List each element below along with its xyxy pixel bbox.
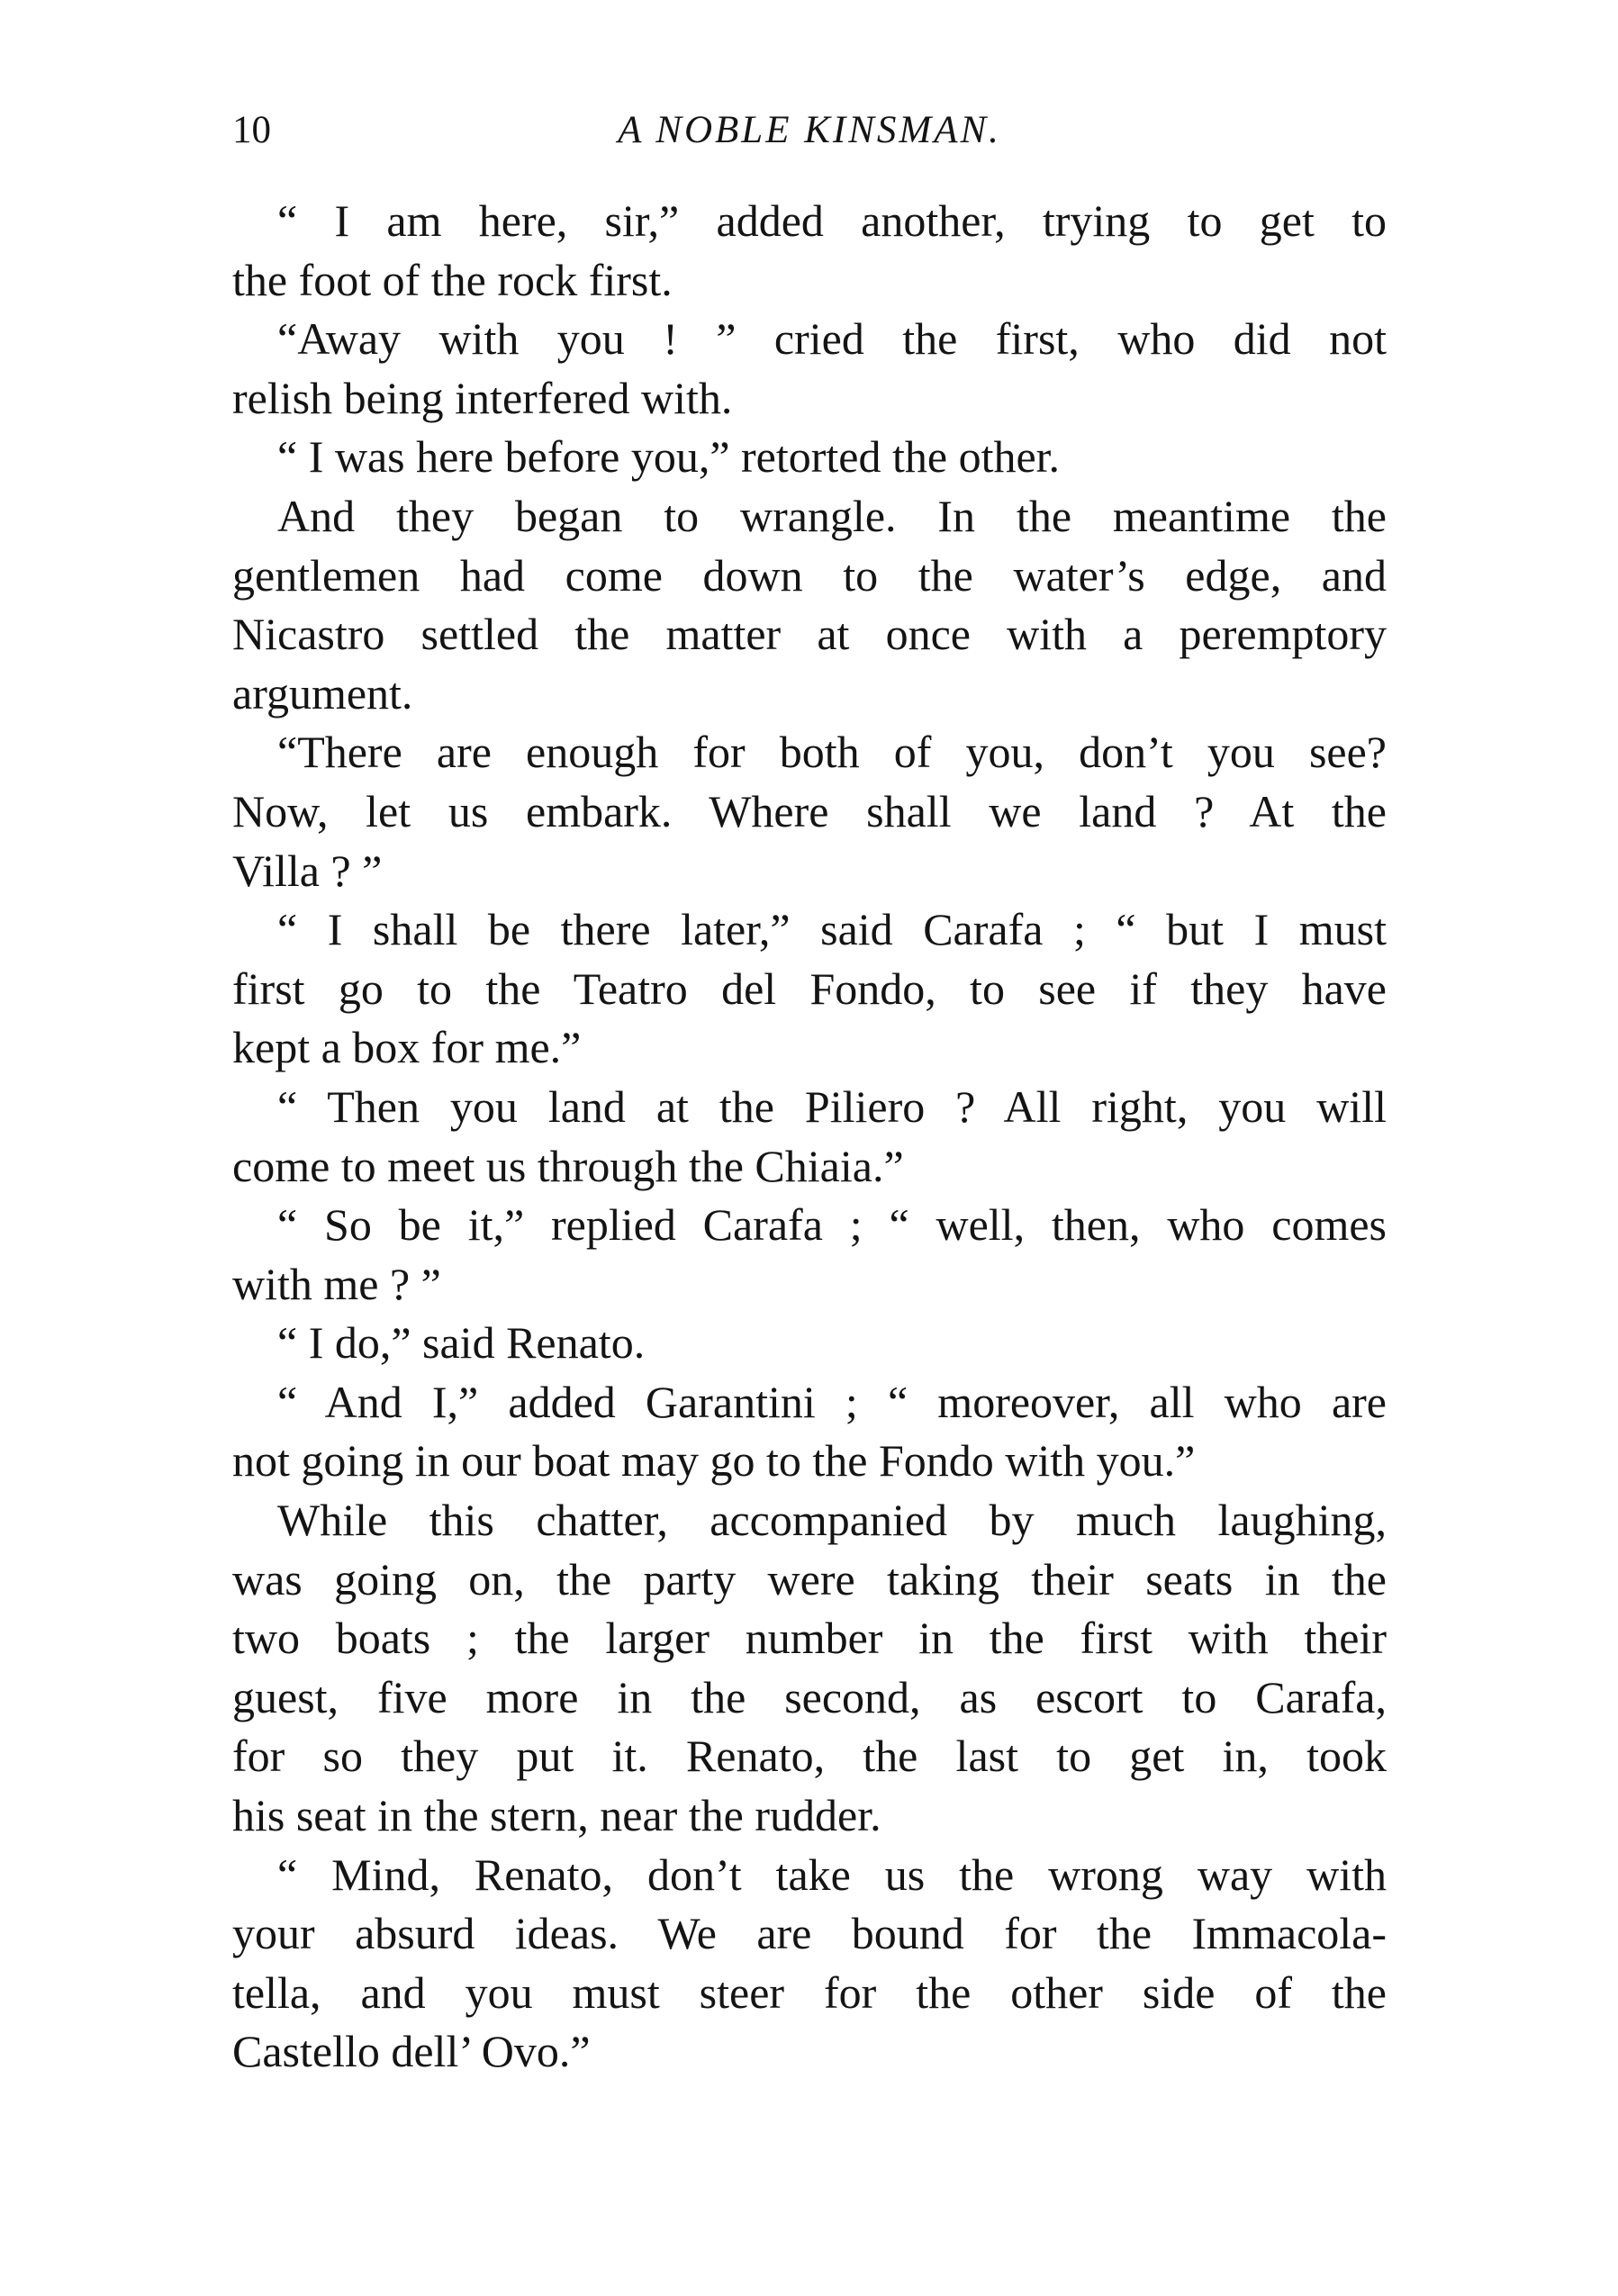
text-line: gentlemen had come down to the water’s edge, and xyxy=(232,549,1387,601)
text-line: argument. xyxy=(232,667,413,719)
text-line: Now, let us embark. Where shall we land ? At the xyxy=(232,785,1387,836)
text-line: come to meet us through the Chiaia.” xyxy=(232,1140,904,1191)
paragraph xyxy=(232,1314,1387,1373)
text-line: not going in our boat may go to the Fondo with you.” xyxy=(232,1435,1196,1487)
paragraph xyxy=(232,1846,1387,2082)
text-line: tella, and you must steer for the other side of the xyxy=(232,1966,1387,2018)
text-line: “There are enough for both of you, don’t you see? xyxy=(277,727,1387,778)
text-line: relish being interfered with. xyxy=(232,372,733,423)
text-line: “ I am here, sir,” added another, trying to get to xyxy=(277,195,1387,246)
text-line: “ I was here before you,” retorted the other. xyxy=(277,431,1061,483)
text-line: Villa ? ” xyxy=(232,845,383,896)
text-line: “ Then you land at the Piliero ? All right, you will xyxy=(277,1080,1387,1132)
running-title: A NOBLE KINSMAN. xyxy=(618,109,1001,151)
text-line: “ And I,” added Garantini ; “ moreover, all who are xyxy=(277,1376,1387,1427)
paragraph xyxy=(232,1491,1387,1846)
text-line: “ Mind, Renato, don’t take us the wrong way with xyxy=(277,1849,1387,1900)
text-line: with me ? ” xyxy=(232,1258,441,1309)
text-line: his seat in the stern, near the rudder. xyxy=(232,1790,881,1841)
text-line: your absurd ideas. We are bound for the Immacola- xyxy=(232,1908,1387,1959)
paragraph xyxy=(232,428,1387,487)
paragraph xyxy=(232,192,1387,310)
text-line: “ I do,” said Renato. xyxy=(277,1317,646,1369)
paragraph xyxy=(232,1078,1387,1196)
text-line: Castello dell’ Ovo.” xyxy=(232,2026,591,2077)
paragraph xyxy=(232,1196,1387,1314)
running-head xyxy=(232,104,1387,158)
text-line: the foot of the rock first. xyxy=(232,254,673,305)
text-line: kept a box for me.” xyxy=(232,1022,582,1073)
body-text xyxy=(232,192,1387,2082)
text-line: guest, five more in the second, as escort to Carafa, xyxy=(232,1671,1387,1722)
paragraph xyxy=(232,723,1387,900)
text-line: first go to the Teatro del Fondo, to see if they have xyxy=(232,963,1387,1014)
paragraph xyxy=(232,1373,1387,1491)
paragraph xyxy=(232,487,1387,723)
text-line: “ So be it,” replied Carafa ; “ well, then, who comes xyxy=(277,1199,1387,1251)
text-line: for so they put it. Renato, the last to get in, took xyxy=(232,1731,1387,1782)
text-line: two boats ; the larger number in the first with their xyxy=(232,1613,1387,1664)
paragraph xyxy=(232,310,1387,428)
text-line: Nicastro settled the matter at once with a peremptory xyxy=(232,609,1387,660)
text-line: “ I shall be there later,” said Carafa ; “ but I must xyxy=(277,904,1387,955)
text-line: While this chatter, accompanied by much laughing, xyxy=(277,1495,1387,1546)
page-number: 10 xyxy=(232,109,271,151)
paragraph xyxy=(232,900,1387,1078)
text-line: “Away with you ! ” cried the first, who did not xyxy=(277,313,1387,365)
text-line: was going on, the party were taking their seats in the xyxy=(232,1553,1387,1604)
text-line: And they began to wrangle. In the meantime the xyxy=(277,490,1387,541)
